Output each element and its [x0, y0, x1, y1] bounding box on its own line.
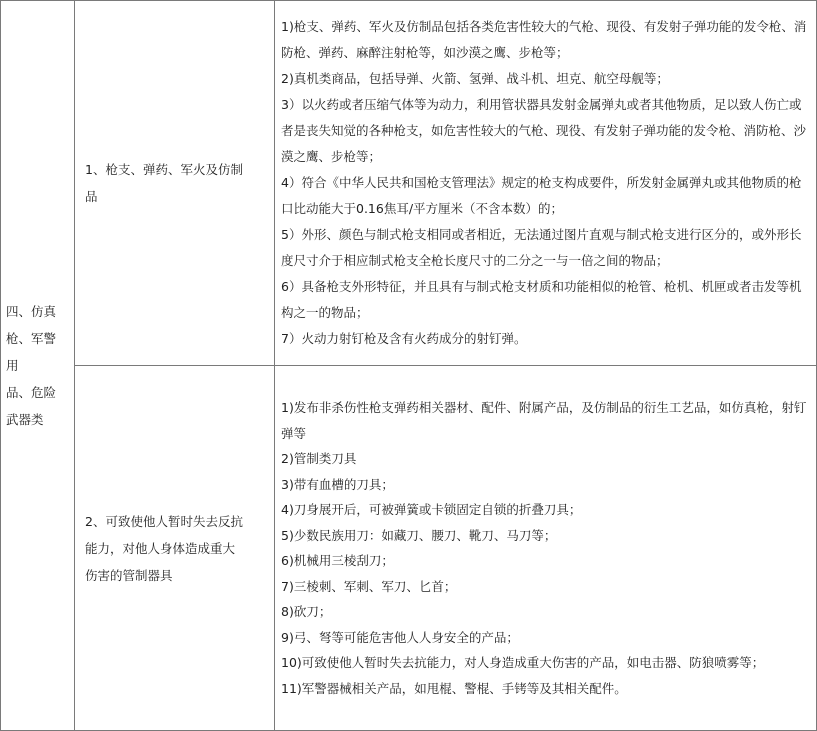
list-item: 7）火动力射钉枪及含有火药成分的射钉弹。	[281, 331, 527, 346]
list-item: 9)弓、弩等可能危害他人人身安全的产品；	[281, 629, 519, 645]
list-item: 3)带有血槽的刀具；	[281, 476, 394, 492]
subcategory-line: 能力，对他人身体造成重大	[85, 540, 236, 556]
list-item: 3）以火药或者压缩气体等为动力，利用管状器具发射金属弹丸或者其他物质，足以致人伤亡或者是丧失知觉的各种枪支，如危害性较大的气枪、现役、有发射子弹功能的发令枪、消防枪、沙漠之鹰、步枪等；	[281, 97, 807, 164]
table-row	[1, 366, 817, 731]
list-item: 10)可致使他人暂时失去抗能力，对人身造成重大伤害的产品，如电击器、防狼喷雾等；	[281, 655, 765, 670]
category-cell	[1, 1, 75, 731]
list-item: 5)少数民族用刀：如藏刀、腰刀、靴刀、马刀等；	[281, 527, 557, 543]
subcategory-line: 品	[85, 189, 98, 204]
category-line: 品、危险	[6, 385, 57, 400]
category-line: 武器类	[6, 412, 44, 427]
list-item: 11)军警器械相关产品，如甩棍、警棍、手铐等及其相关配件。	[281, 680, 627, 696]
items-cell-firearms	[275, 1, 817, 366]
list-item: 7)三棱刺、军刺、军刀、匕首；	[281, 578, 457, 594]
list-item: 8)砍刀；	[281, 604, 332, 619]
subcategory-line: 伤害的管制器具	[85, 567, 173, 583]
category-line: 四、仿真	[6, 304, 57, 319]
items-cell-controlled-tools	[275, 366, 817, 731]
list-item: 1)发布非杀伤性枪支弹药相关器材、配件、附属产品，及仿制品的衍生工艺品，如仿真枪，射钉弹等	[281, 400, 807, 441]
list-item: 5）外形、颜色与制式枪支相同或者相近，无法通过图片直观与制式枪支进行区分的，或外形长度尺寸介于相应制式枪支全枪长度尺寸的二分之一与一倍之间的物品；	[281, 227, 802, 268]
subcategory-cell-firearms	[75, 1, 275, 366]
subcategory-line: 2、可致使他人暂时失去反抗	[85, 513, 243, 529]
subcategory-line: 1、枪支、弹药、军火及仿制	[85, 162, 243, 177]
category-line: 枪、军警	[6, 331, 57, 346]
list-item: 2)真机类商品，包括导弹、火箭、氢弹、战斗机、坦克、航空母舰等；	[281, 71, 669, 86]
list-item: 6）具备枪支外形特征，并且具有与制式枪支材质和功能相似的枪管、枪机、机匣或者击发等机构之一的物品；	[281, 279, 802, 320]
list-item: 4）符合《中华人民共和国枪支管理法》规定的枪支构成要件，所发射金属弹丸或其他物质的枪口比动能大于0.16焦耳/平方厘米（不含本数）的；	[281, 175, 802, 216]
table-row	[1, 1, 817, 366]
list-item: 1)枪支、弹药、军火及仿制品包括各类危害性较大的气枪、现役、有发射子弹功能的发令枪、消防枪、弹药、麻醉注射枪等，如沙漠之鹰、步枪等；	[281, 19, 807, 60]
list-item: 6)机械用三棱刮刀；	[281, 553, 394, 568]
category-line: 用	[6, 358, 19, 373]
list-item: 4)刀身展开后，可被弹簧或卡锁固定自锁的折叠刀具；	[281, 502, 582, 517]
list-item: 2)管制类刀具	[281, 451, 357, 466]
subcategory-cell-controlled-tools	[75, 366, 275, 731]
